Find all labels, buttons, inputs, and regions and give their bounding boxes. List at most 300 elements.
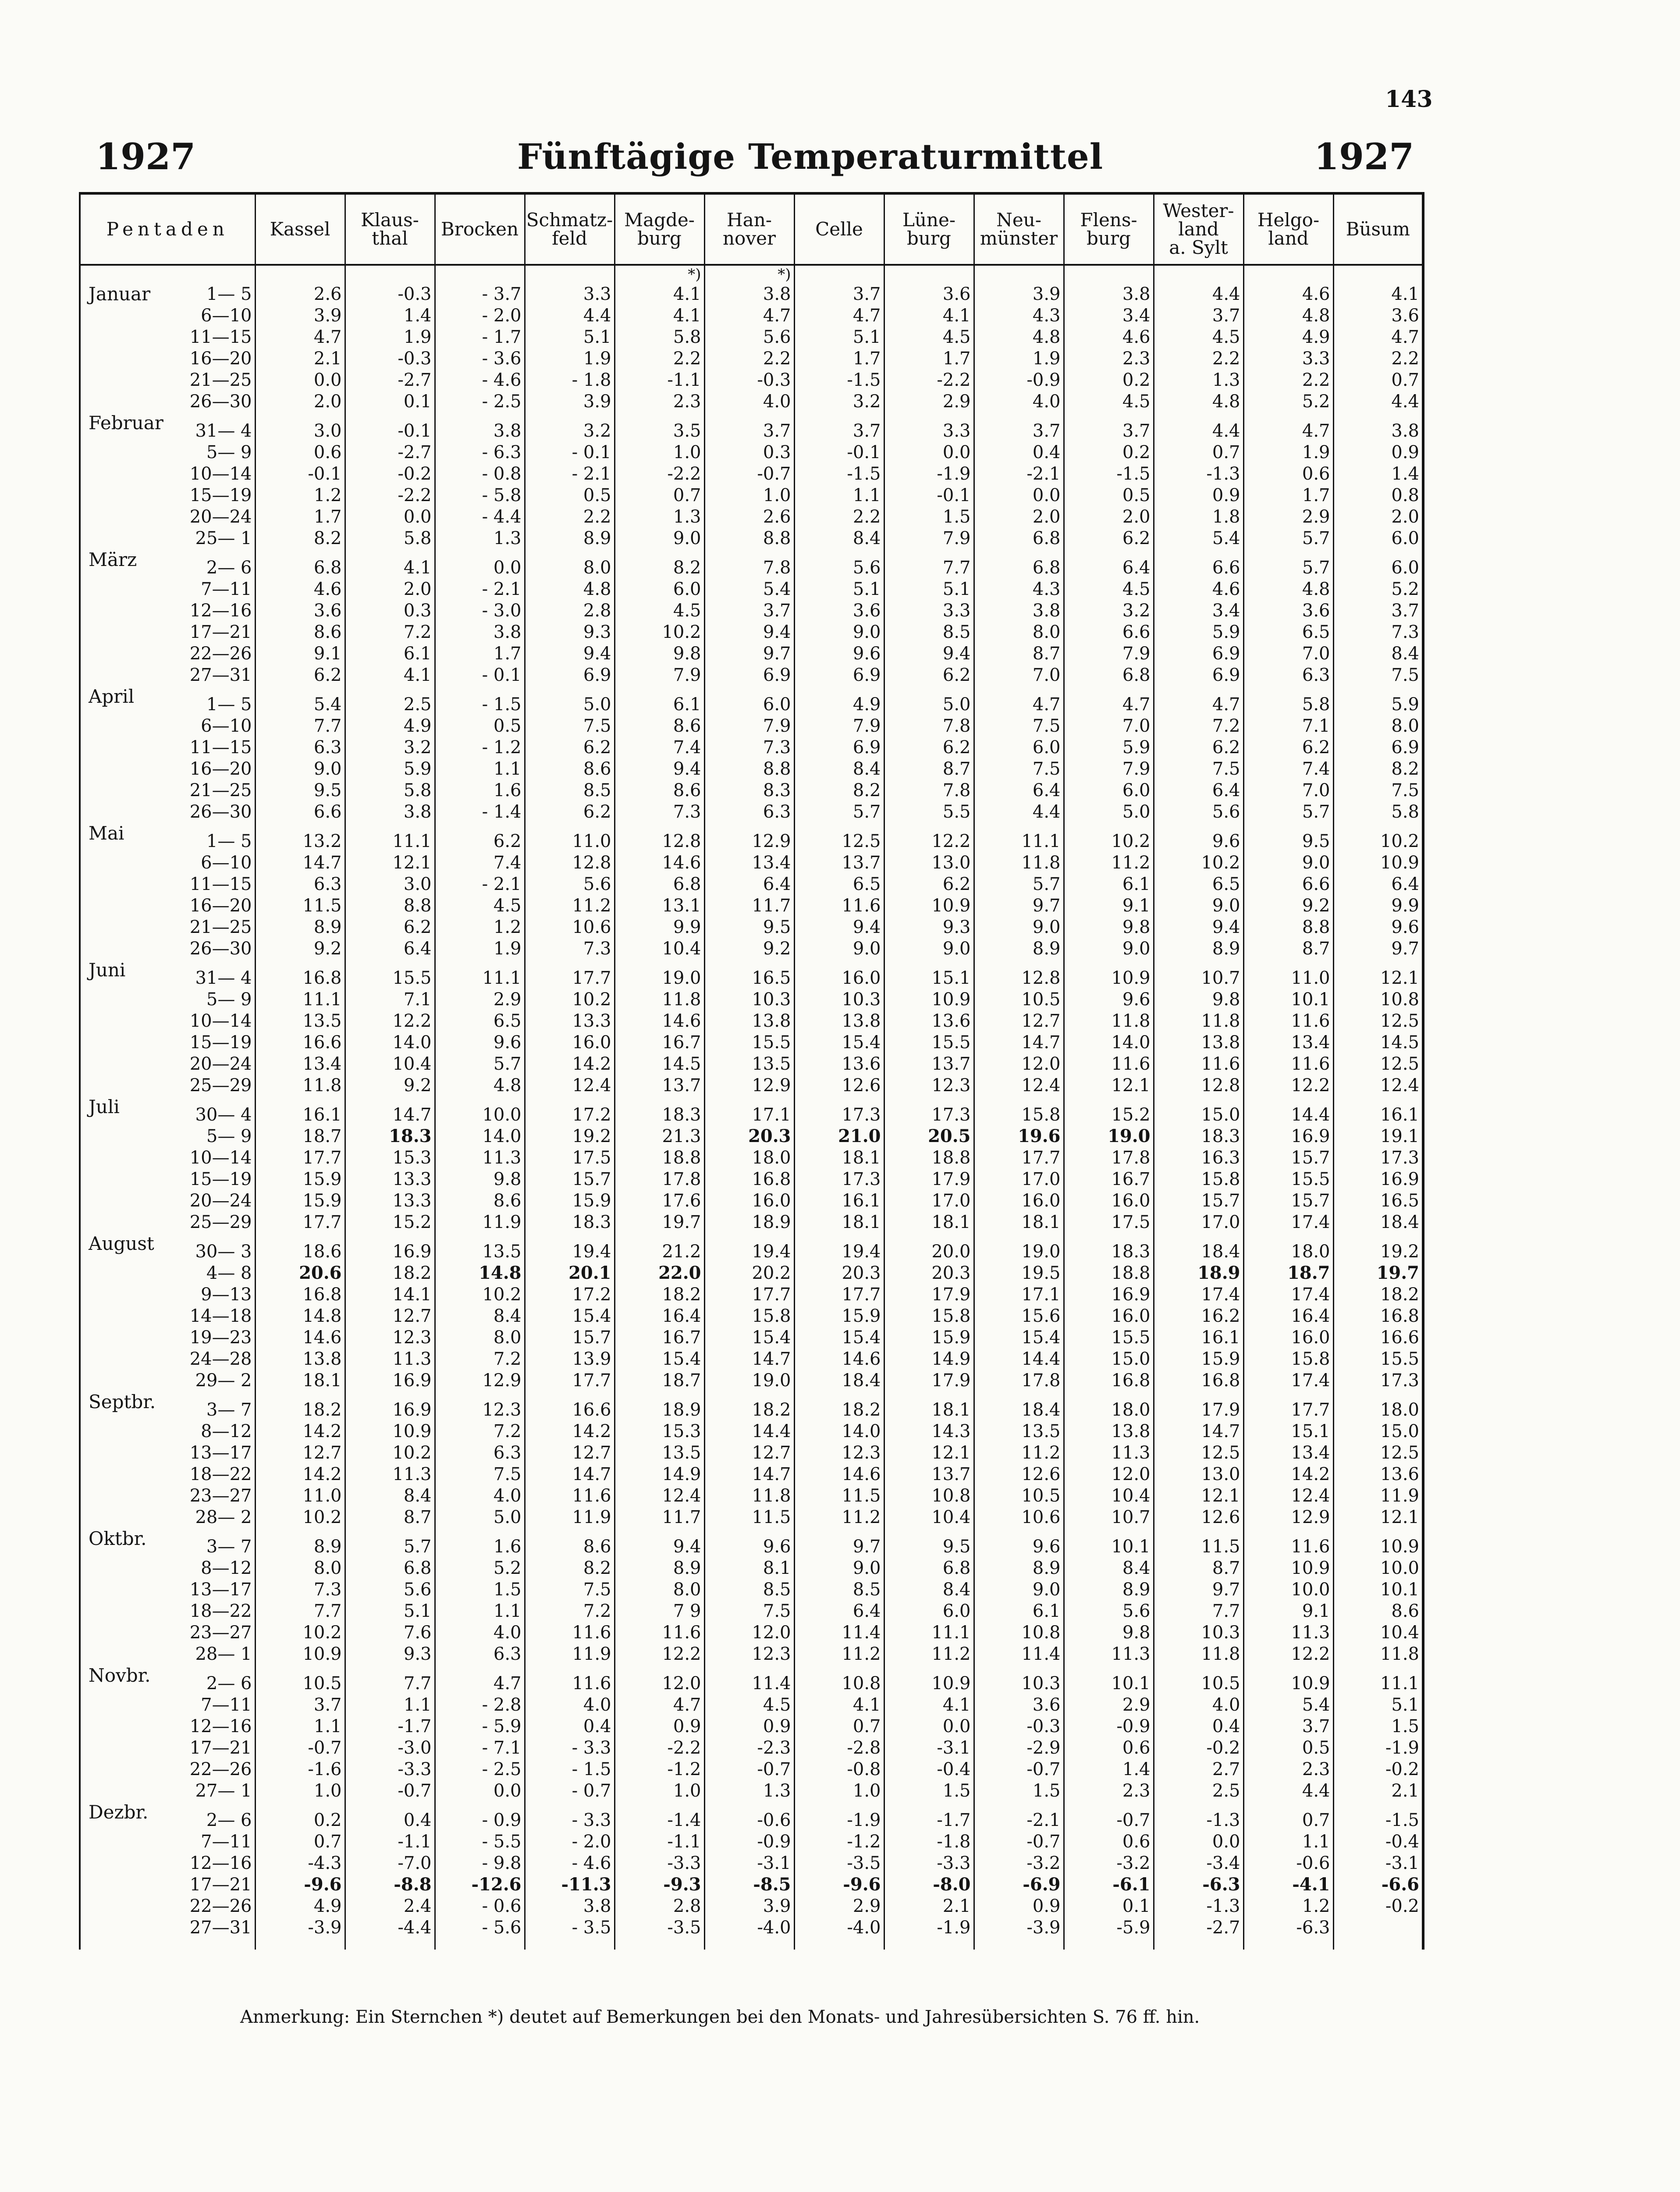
value-cell xyxy=(525,1917,614,1938)
temperature-value: 6.2 xyxy=(942,874,971,894)
value-cell xyxy=(884,1758,974,1780)
table-row xyxy=(80,758,1423,779)
value-cell xyxy=(255,391,345,412)
value-cell xyxy=(435,1391,525,1420)
value-cell xyxy=(1154,1528,1243,1557)
temperature-value: -1.3 xyxy=(1206,1896,1240,1916)
value-cell xyxy=(1243,1327,1333,1348)
temperature-value: 17.9 xyxy=(931,1370,971,1391)
temperature-value: 11.3 xyxy=(1291,1622,1330,1643)
temperature-value: 8.9 xyxy=(313,917,342,937)
value-cell xyxy=(435,506,525,527)
value-cell xyxy=(525,1694,614,1715)
temperature-value: 0.6 xyxy=(313,442,342,463)
value-cell xyxy=(435,1917,525,1938)
pentade-range: 16—20 xyxy=(189,895,252,916)
temperature-value: 18.3 xyxy=(1201,1126,1240,1146)
value-cell xyxy=(345,1801,435,1831)
temperature-value: 4.5 xyxy=(493,895,522,916)
value-cell xyxy=(794,801,884,822)
value-cell xyxy=(1064,549,1154,578)
value-cell xyxy=(614,1327,704,1348)
temperature-value: 9.2 xyxy=(313,938,342,959)
value-cell xyxy=(884,989,974,1010)
temperature-value: - 0.8 xyxy=(482,463,522,484)
temperature-value: -2.3 xyxy=(757,1737,791,1758)
value-cell xyxy=(1333,1147,1423,1168)
temperature-value: 11.7 xyxy=(752,895,791,916)
value-cell xyxy=(704,1506,794,1528)
temperature-value: 15.8 xyxy=(752,1306,791,1326)
temperature-value: -0.8 xyxy=(847,1759,881,1779)
value-cell xyxy=(974,1557,1064,1579)
value-cell xyxy=(794,441,884,463)
temperature-value: 2.6 xyxy=(763,506,791,527)
temperature-value: 10.2 xyxy=(302,1507,342,1527)
temperature-value: 15.2 xyxy=(1111,1104,1151,1125)
temperature-value: 7.3 xyxy=(763,737,791,758)
temperature-value: -0.7 xyxy=(1026,1759,1061,1779)
value-cell xyxy=(345,1391,435,1420)
value-cell xyxy=(345,1758,435,1780)
temperature-value: 10.4 xyxy=(392,1053,432,1074)
value-cell xyxy=(884,1442,974,1463)
value-cell xyxy=(1154,1801,1243,1831)
temperature-value: 15.7 xyxy=(572,1327,611,1348)
temperature-value: 3.8 xyxy=(763,284,791,304)
temperature-value: 7.7 xyxy=(313,1601,342,1621)
table-row xyxy=(80,801,1423,822)
temperature-value: 14.0 xyxy=(842,1421,881,1441)
value-cell xyxy=(525,1370,614,1391)
pentade-range: 7—11 xyxy=(201,579,252,599)
temperature-value: 16.2 xyxy=(1201,1306,1240,1326)
value-cell xyxy=(1154,1874,1243,1895)
value-cell xyxy=(1064,1370,1154,1391)
temperature-value: 2.2 xyxy=(852,506,881,527)
value-cell xyxy=(884,779,974,801)
value-cell xyxy=(1243,1370,1333,1391)
value-cell xyxy=(255,916,345,938)
value-cell xyxy=(794,1557,884,1579)
pentade-range: 25— 1 xyxy=(195,528,252,548)
temperature-value: 14.6 xyxy=(842,1349,881,1369)
value-cell xyxy=(435,1758,525,1780)
temperature-value: 0.5 xyxy=(1122,485,1151,505)
temperature-value: 3.0 xyxy=(403,874,432,894)
temperature-value: 11.8 xyxy=(662,989,701,1010)
value-cell xyxy=(794,895,884,916)
value-cell xyxy=(1064,989,1154,1010)
temperature-value: 19.0 xyxy=(752,1370,791,1391)
temperature-value: 10.5 xyxy=(1021,1485,1061,1506)
temperature-value: - 7.1 xyxy=(482,1737,522,1758)
temperature-value: 18.2 xyxy=(842,1399,881,1420)
value-cell xyxy=(974,852,1064,873)
value-cell xyxy=(345,822,435,852)
header-station-line: Lüne- xyxy=(902,209,956,231)
header-station xyxy=(345,193,435,265)
value-cell xyxy=(255,1485,345,1506)
temperature-value: 15.5 xyxy=(1291,1169,1330,1189)
value-cell xyxy=(884,1917,974,1938)
value-cell xyxy=(884,1305,974,1327)
value-cell xyxy=(1333,348,1423,369)
temperature-value: -0.4 xyxy=(937,1759,971,1779)
temperature-value: - 2.0 xyxy=(482,305,522,326)
value-cell xyxy=(1243,1801,1333,1831)
end-cell xyxy=(345,1938,435,1950)
temperature-value: 6.9 xyxy=(1391,737,1419,758)
value-cell xyxy=(1064,527,1154,549)
value-cell xyxy=(614,1348,704,1370)
value-cell xyxy=(884,737,974,758)
value-cell xyxy=(1333,283,1423,305)
temperature-value: 18.9 xyxy=(1197,1263,1240,1283)
temperature-value: 6.2 xyxy=(1122,528,1151,548)
value-cell xyxy=(435,737,525,758)
temperature-value: 3.8 xyxy=(583,1896,611,1916)
value-cell xyxy=(974,441,1064,463)
temperature-value: 16.0 xyxy=(572,1032,611,1053)
header-station-line: Han- xyxy=(727,209,772,231)
table-row xyxy=(80,1420,1423,1442)
value-cell xyxy=(525,1420,614,1442)
value-cell xyxy=(1064,1600,1154,1622)
value-cell xyxy=(525,873,614,895)
temperature-value: 6.4 xyxy=(1212,780,1240,801)
value-cell xyxy=(794,1168,884,1190)
temperature-value: 11.6 xyxy=(842,895,881,916)
pentade-cell xyxy=(80,1917,255,1938)
value-cell xyxy=(435,441,525,463)
value-cell xyxy=(1243,1917,1333,1938)
temperature-value: 17.7 xyxy=(302,1212,342,1232)
value-cell xyxy=(1333,873,1423,895)
value-cell xyxy=(614,621,704,643)
temperature-value: 6.5 xyxy=(1302,622,1330,642)
temperature-value: 15.7 xyxy=(1201,1190,1240,1211)
temperature-value: 6.8 xyxy=(673,874,701,894)
value-cell xyxy=(614,1391,704,1420)
value-cell xyxy=(794,1852,884,1874)
temperature-value: 6.4 xyxy=(1032,780,1061,801)
value-cell xyxy=(884,822,974,852)
value-cell xyxy=(1243,1391,1333,1420)
value-cell xyxy=(255,1506,345,1528)
value-cell xyxy=(345,1557,435,1579)
temperature-value: 16.7 xyxy=(662,1032,701,1053)
star-cell xyxy=(884,265,974,283)
temperature-value: 5.9 xyxy=(1212,622,1240,642)
temperature-value: 4.4 xyxy=(1391,391,1419,412)
value-cell xyxy=(1154,1168,1243,1190)
temperature-value: -3.5 xyxy=(667,1917,701,1938)
month-name: Mai xyxy=(89,822,124,844)
temperature-value: 4.5 xyxy=(942,327,971,347)
value-cell xyxy=(1154,283,1243,305)
temperature-value: -7.0 xyxy=(398,1853,432,1873)
temperature-value: 9.5 xyxy=(942,1536,971,1557)
value-cell xyxy=(974,1125,1064,1147)
value-cell xyxy=(1243,1125,1333,1147)
pentade-range: 26—30 xyxy=(189,391,252,412)
temperature-value: 1.5 xyxy=(1391,1716,1419,1737)
header-station-line: Magde- xyxy=(624,209,695,231)
value-cell xyxy=(525,621,614,643)
temperature-value: 10.5 xyxy=(1021,989,1061,1010)
temperature-value: 5.9 xyxy=(403,758,432,779)
pentade-range: 11—15 xyxy=(189,327,252,347)
value-cell xyxy=(1333,895,1423,916)
temperature-value: 12.5 xyxy=(842,831,881,851)
temperature-value: 2.1 xyxy=(313,348,342,369)
pentade-range: 25—29 xyxy=(189,1212,252,1232)
temperature-value: 12.4 xyxy=(1380,1075,1419,1096)
pentade-cell xyxy=(80,369,255,391)
temperature-value: 12.0 xyxy=(752,1622,791,1643)
temperature-value: 2.0 xyxy=(1391,506,1419,527)
value-cell xyxy=(884,1168,974,1190)
temperature-value: -1.2 xyxy=(667,1759,701,1779)
temperature-value: 0.4 xyxy=(583,1716,611,1737)
temperature-value: 19.1 xyxy=(1380,1126,1419,1146)
value-cell xyxy=(1333,463,1423,484)
value-cell xyxy=(345,412,435,441)
temperature-value: - 1.5 xyxy=(572,1759,611,1779)
temperature-value: 11.9 xyxy=(572,1644,611,1664)
temperature-value: 15.3 xyxy=(662,1421,701,1441)
temperature-value: 14.2 xyxy=(302,1464,342,1484)
temperature-value: 8.8 xyxy=(763,528,791,548)
star-cell: *) xyxy=(704,265,794,283)
value-cell xyxy=(1243,348,1333,369)
temperature-value: 9.0 xyxy=(852,622,881,642)
temperature-value: 15.8 xyxy=(931,1306,971,1326)
temperature-value: 15.5 xyxy=(392,968,432,988)
temperature-value: -1.5 xyxy=(1116,463,1151,484)
value-cell xyxy=(255,1600,345,1622)
value-cell xyxy=(1243,1348,1333,1370)
temperature-value: -0.3 xyxy=(398,284,432,304)
header-station-line: Flens- xyxy=(1080,209,1137,231)
star-cell xyxy=(1064,265,1154,283)
temperature-value: 5.0 xyxy=(942,694,971,715)
value-cell xyxy=(794,1391,884,1420)
temperature-value: 14.7 xyxy=(1201,1421,1240,1441)
temperature-value: 7.4 xyxy=(493,852,522,873)
temperature-value: 17.1 xyxy=(1021,1284,1061,1305)
value-cell xyxy=(435,1831,525,1852)
temperature-value: -1.6 xyxy=(308,1759,342,1779)
pentade-cell xyxy=(80,664,255,686)
temperature-value: 0.0 xyxy=(1212,1831,1240,1852)
pentade-range: 10—14 xyxy=(189,1011,252,1031)
temperature-value: 16.1 xyxy=(1201,1327,1240,1348)
value-cell xyxy=(435,621,525,643)
temperature-value: 2.0 xyxy=(403,579,432,599)
value-cell xyxy=(974,1801,1064,1831)
temperature-value: 3.3 xyxy=(583,284,611,304)
temperature-value: 16.8 xyxy=(302,968,342,988)
temperature-value: 0.9 xyxy=(1212,485,1240,505)
value-cell xyxy=(1333,1622,1423,1643)
value-cell xyxy=(704,549,794,578)
pentade-range: 21—25 xyxy=(189,780,252,801)
pentade-range: 31— 4 xyxy=(195,968,252,988)
value-cell xyxy=(1243,715,1333,737)
value-cell xyxy=(435,715,525,737)
temperature-value: 3.7 xyxy=(1302,1716,1330,1737)
temperature-value: 11.8 xyxy=(302,1075,342,1096)
temperature-value: 13.8 xyxy=(842,1011,881,1031)
temperature-value: 3.6 xyxy=(1302,600,1330,621)
temperature-value: 4.1 xyxy=(942,1694,971,1715)
temperature-value: 3.7 xyxy=(313,1694,342,1715)
pentade-cell xyxy=(80,549,255,578)
temperature-value: -0.3 xyxy=(398,348,432,369)
value-cell xyxy=(794,578,884,600)
pentade-cell xyxy=(80,283,255,305)
pentade-range: 16—20 xyxy=(189,348,252,369)
pentade-range: 1— 5 xyxy=(206,284,252,304)
temperature-value: 7.2 xyxy=(1212,715,1240,736)
temperature-value: 0.3 xyxy=(403,600,432,621)
temperature-value: 8.9 xyxy=(673,1558,701,1578)
value-cell xyxy=(614,1831,704,1852)
value-cell xyxy=(1333,852,1423,873)
value-cell xyxy=(884,326,974,348)
pentade-range: 3— 7 xyxy=(206,1399,252,1420)
value-cell xyxy=(1064,1528,1154,1557)
temperature-value: 4.9 xyxy=(313,1896,342,1916)
value-cell xyxy=(1064,873,1154,895)
temperature-value: 9.4 xyxy=(583,643,611,664)
temperature-value: 0.6 xyxy=(1302,463,1330,484)
temperature-value: 11.7 xyxy=(662,1507,701,1527)
value-cell xyxy=(614,326,704,348)
pentade-cell xyxy=(80,578,255,600)
temperature-value: 13.1 xyxy=(662,895,701,916)
pentade-range: 26—30 xyxy=(189,801,252,822)
temperature-value: -2.8 xyxy=(847,1737,881,1758)
temperature-value: 12.4 xyxy=(1291,1485,1330,1506)
value-cell xyxy=(435,578,525,600)
value-cell xyxy=(525,1801,614,1831)
temperature-value: 9.7 xyxy=(1032,895,1061,916)
temperature-value: -1.8 xyxy=(937,1831,971,1852)
temperature-value: 8.7 xyxy=(1032,643,1061,664)
temperature-value: -2.1 xyxy=(1026,463,1061,484)
value-cell xyxy=(1154,737,1243,758)
temperature-value: 0.4 xyxy=(403,1810,432,1830)
value-cell xyxy=(1243,283,1333,305)
temperature-value: -5.9 xyxy=(1116,1917,1151,1938)
header-station xyxy=(794,193,884,265)
pentade-cell xyxy=(80,1010,255,1032)
temperature-value: 9.0 xyxy=(942,938,971,959)
value-cell xyxy=(435,989,525,1010)
value-cell xyxy=(435,938,525,959)
pentade-range: 22—26 xyxy=(189,1896,252,1916)
temperature-value: 17.4 xyxy=(1291,1212,1330,1232)
value-cell xyxy=(435,1895,525,1917)
value-cell xyxy=(614,1579,704,1600)
temperature-value: 17.9 xyxy=(931,1284,971,1305)
value-cell xyxy=(1243,1463,1333,1485)
value-cell xyxy=(704,1780,794,1801)
temperature-value: 12.8 xyxy=(662,831,701,851)
pentade-cell xyxy=(80,1895,255,1917)
value-cell xyxy=(345,664,435,686)
year-left: 1927 xyxy=(96,136,196,178)
temperature-value: 5.0 xyxy=(1122,801,1151,822)
value-cell xyxy=(1064,1305,1154,1327)
table-row xyxy=(80,1643,1423,1665)
value-cell xyxy=(794,1262,884,1284)
value-cell xyxy=(345,1147,435,1168)
value-cell xyxy=(794,412,884,441)
table-row xyxy=(80,1600,1423,1622)
value-cell xyxy=(255,305,345,326)
value-cell xyxy=(525,1874,614,1895)
value-cell xyxy=(884,1665,974,1694)
value-cell xyxy=(884,1096,974,1125)
temperature-value: 1.0 xyxy=(852,1780,881,1801)
temperature-table xyxy=(79,192,1424,1950)
table-row xyxy=(80,600,1423,621)
value-cell xyxy=(614,1053,704,1075)
temperature-value: 16.6 xyxy=(302,1032,342,1053)
temperature-value: 7.3 xyxy=(313,1579,342,1600)
table-row xyxy=(80,506,1423,527)
temperature-value: 9.6 xyxy=(763,1536,791,1557)
temperature-value: -11.3 xyxy=(561,1874,611,1895)
value-cell xyxy=(794,1284,884,1305)
temperature-value: 2.7 xyxy=(1212,1759,1240,1779)
temperature-value: 8.2 xyxy=(852,780,881,801)
value-cell xyxy=(1243,326,1333,348)
value-cell xyxy=(1064,1895,1154,1917)
value-cell xyxy=(704,1665,794,1694)
end-cell xyxy=(974,1938,1064,1950)
temperature-value: 3.2 xyxy=(852,391,881,412)
pentade-cell xyxy=(80,779,255,801)
value-cell xyxy=(1154,527,1243,549)
temperature-value: 9.7 xyxy=(763,643,791,664)
month-name: August xyxy=(89,1233,154,1254)
temperature-value: 8.5 xyxy=(583,780,611,801)
value-cell xyxy=(345,1579,435,1600)
temperature-value: 9.0 xyxy=(1032,917,1061,937)
value-cell xyxy=(525,1096,614,1125)
value-cell xyxy=(345,1284,435,1305)
pentade-range: 17—21 xyxy=(189,1737,252,1758)
value-cell xyxy=(794,1125,884,1147)
temperature-value: 12.7 xyxy=(392,1306,432,1326)
value-cell xyxy=(974,1665,1064,1694)
value-cell xyxy=(345,1190,435,1211)
temperature-value: 13.2 xyxy=(302,831,342,851)
temperature-value: 9.2 xyxy=(763,938,791,959)
temperature-value: 18.3 xyxy=(662,1104,701,1125)
temperature-value: 16.5 xyxy=(752,968,791,988)
temperature-value: - 0.1 xyxy=(572,442,611,463)
value-cell xyxy=(345,1600,435,1622)
temperature-value: 7.4 xyxy=(673,737,701,758)
value-cell xyxy=(704,1463,794,1485)
temperature-value: 9.8 xyxy=(1122,917,1151,937)
